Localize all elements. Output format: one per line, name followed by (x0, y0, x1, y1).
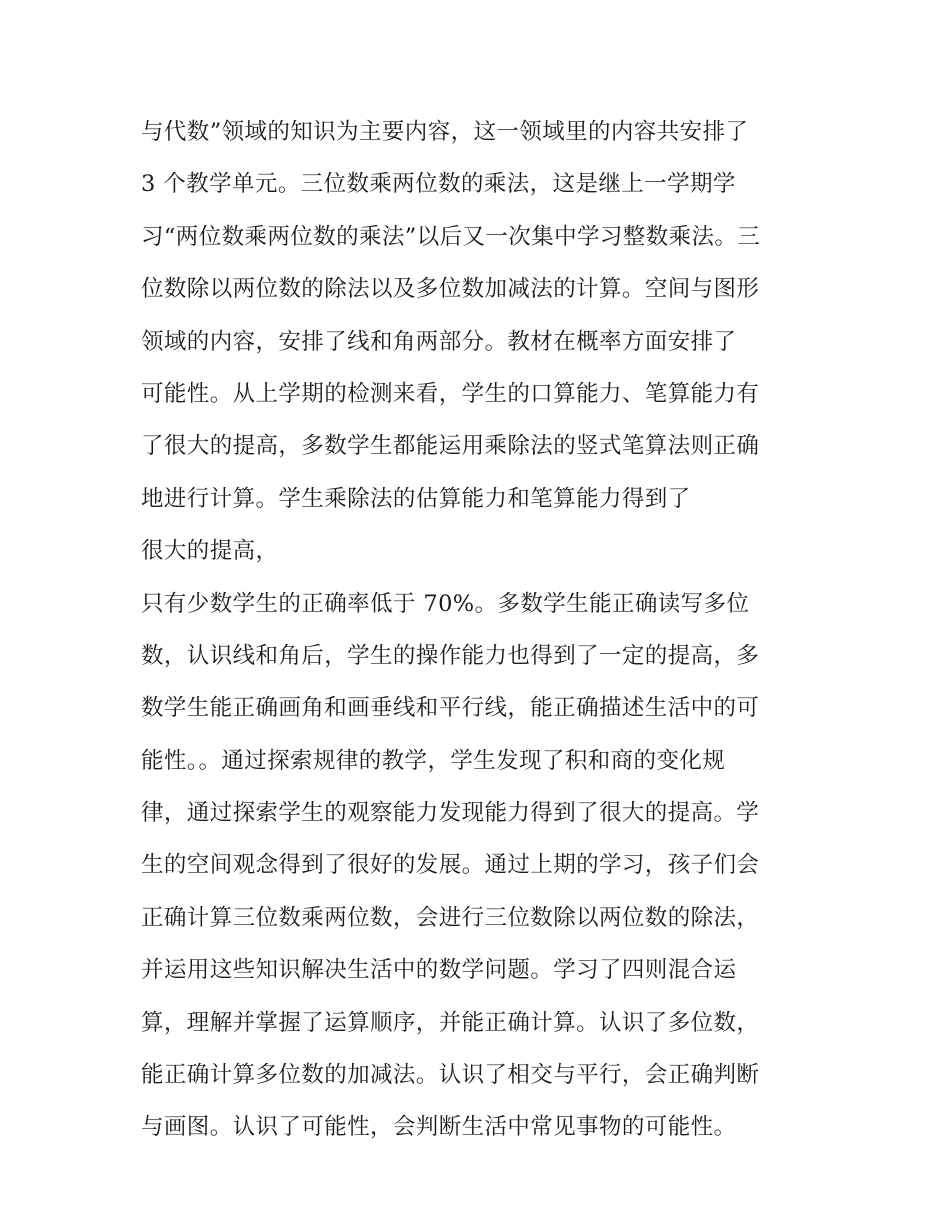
text-line-14: 律，通过探索学生的观察能力发现能力得到了很大的提高。学 (141, 800, 760, 827)
text-line-6: 可能性。从上学期的检测来看，学生的口算能力、笔算能力有 (141, 380, 760, 407)
text-line-17: 并运用这些知识解决生活中的数学问题。学习了四则混合运 (141, 957, 737, 984)
text-line-20: 与画图。认识了可能性，会判断生活中常见事物的可能性。 (141, 1114, 737, 1141)
text-line-2: 3 个教学单元。三位数乘两位数的乘法，这是继上一学期学 (141, 171, 736, 198)
text-line-12: 数学生能正确画角和画垂线和平行线，能正确描述生活中的可 (141, 695, 760, 722)
body-text (141, 106, 821, 1154)
text-line-16: 正确计算三位数乘两位数，会进行三位数除以两位数的除法， (141, 904, 760, 931)
text-line-1: 与代数”领域的知识为主要内容，这一领域里的内容共安排了 (141, 119, 749, 145)
text-line-9: 很大的提高， (141, 538, 279, 565)
text-line-4: 位数除以两位数的除法以及多位数加减法的计算。空间与图形 (141, 276, 760, 303)
text-line-15: 生的空间观念得到了很好的发展。通过上期的学习，孩子们会 (141, 852, 760, 879)
text-line-18: 算，理解并掌握了运算顺序，并能正确计算。认识了多位数， (141, 1009, 760, 1036)
text-line-11: 数，认识线和角后，学生的操作能力也得到了一定的提高，多 (141, 642, 760, 669)
text-line-7: 了很大的提高，多数学生都能运用乘除法的竖式笔算法则正确 (141, 433, 760, 460)
text-line-19: 能正确计算多位数的加减法。认识了相交与平行，会正确判断 (141, 1062, 760, 1089)
text-line-3: 习“两位数乘两位数的乘法”以后又一次集中学习整数乘法。三 (141, 223, 761, 250)
text-line-5: 领域的内容，安排了线和角两部分。教材在概率方面安排了 (141, 328, 737, 355)
text-line-10: 只有少数学生的正确率低于 70%。多数学生能正确读写多位 (141, 590, 750, 617)
text-line-13: 能性。。通过探索规律的教学，学生发现了积和商的变化规 (141, 747, 726, 774)
text-line-8: 地进行计算。学生乘除法的估算能力和笔算能力得到了 (141, 485, 691, 512)
